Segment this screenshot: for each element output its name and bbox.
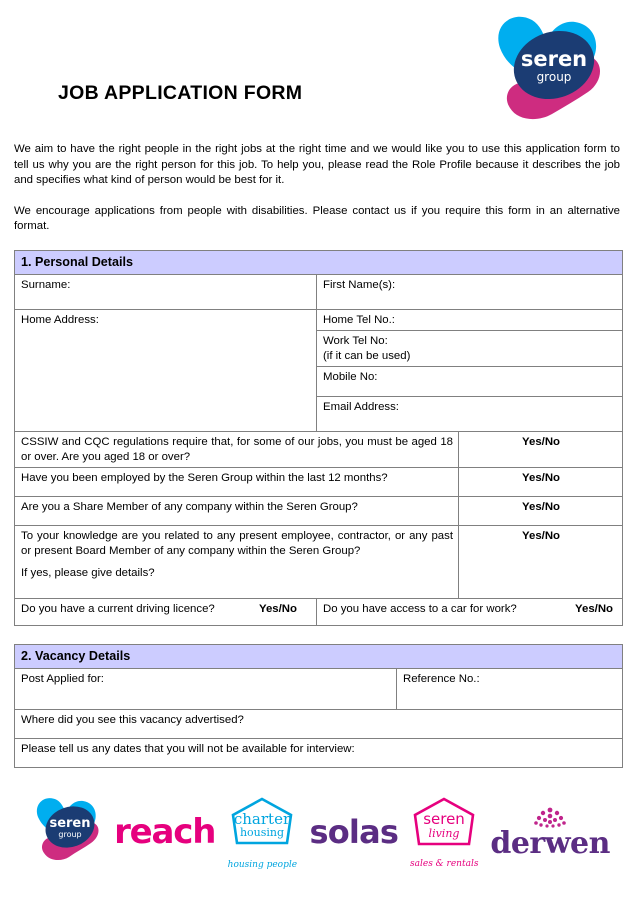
derwen-logo-label: derwen <box>490 825 610 861</box>
svg-text:seren: seren <box>423 809 466 828</box>
row-post-applied <box>15 669 623 710</box>
question-related-spacer <box>21 558 453 566</box>
field-label-email[interactable]: Email Address: <box>317 397 623 432</box>
seren-group-logo <box>480 8 610 130</box>
field-label-home-address[interactable]: Home Address: <box>15 309 317 432</box>
field-label-reference-no[interactable]: Reference No.: <box>397 669 623 710</box>
page-title: JOB APPLICATION FORM <box>58 82 303 104</box>
answer-yes-no-share-member[interactable]: Yes/No <box>459 497 623 526</box>
intro-paragraph-1: We aim to have the right people in the right jobs at the right time and we would like you to use this application form to tell us why you are the right person for this job. To help you, please read the Role Profile because it describes the job and specifies what kind of person would be best for it. <box>14 143 620 187</box>
svg-text:group: group <box>536 70 572 84</box>
personal-details-table <box>14 250 623 627</box>
seren-living-tagline: sales & rentals <box>410 858 479 869</box>
footer-logo-strip <box>0 782 636 882</box>
table-row-question-related <box>15 526 623 599</box>
field-label-surname[interactable]: Surname: <box>15 274 317 309</box>
footer-charter-housing-logo <box>225 795 299 870</box>
charter-housing-tagline: housing people <box>227 859 298 870</box>
reach-logo-label: reach <box>114 812 216 852</box>
intro-paragraph-2: We encourage applications from people with disabilities. Please contact us if you require this form in an alternative format. <box>14 204 620 233</box>
answer-yes-no-employed[interactable]: Yes/No <box>459 468 623 497</box>
question-text-age: CSSIW and CQC regulations require that, for some of our jobs, you must be aged 18 or over. Are you aged 18 or over? <box>15 432 459 468</box>
table-row-driving <box>15 599 623 626</box>
seren-living-logo-graphic <box>408 796 480 854</box>
svg-text:housing: housing <box>240 825 285 839</box>
question-car-access-text: Do you have access to a car for work? <box>323 603 517 616</box>
answer-yes-no-car-access[interactable]: Yes/No <box>575 603 614 616</box>
section-heading-personal-details: 1. Personal Details <box>15 250 623 274</box>
document-header <box>14 0 622 130</box>
row-names <box>15 274 623 309</box>
section-divider <box>14 626 622 644</box>
field-label-first-names[interactable]: First Name(s): <box>317 274 623 309</box>
footer-reach-logo <box>114 812 215 852</box>
question-driving-licence <box>15 599 317 626</box>
field-label-work-tel[interactable] <box>317 331 623 367</box>
section-header-vacancy-details <box>15 645 623 669</box>
footer-derwen-logo <box>490 804 610 861</box>
section-heading-vacancy-details: 2. Vacancy Details <box>15 645 623 669</box>
row-address-home-tel <box>15 309 623 331</box>
seren-group-logo-graphic <box>26 793 104 867</box>
work-tel-note: (if it can be used) <box>323 349 411 362</box>
charter-housing-logo-graphic <box>225 795 299 855</box>
field-label-unavailable-dates[interactable]: Please tell us any dates that you will not be available for interview: <box>15 739 623 768</box>
svg-text:seren: seren <box>520 47 588 71</box>
svg-text:group: group <box>58 829 82 839</box>
question-text-employed: Have you been employed by the Seren Group within the last 12 months? <box>15 468 459 497</box>
question-text-related <box>15 526 459 599</box>
table-row-question-age <box>15 432 623 468</box>
question-related-main: To your knowledge are you related to any present employee, contractor, or any past or present Board Member of any company within the Seren Group? <box>21 530 453 557</box>
seren-group-logo-graphic <box>480 8 610 130</box>
footer-seren-living-logo <box>408 796 480 869</box>
table-row-question-share-member <box>15 497 623 526</box>
row-advertised <box>15 710 623 739</box>
row-unavailable-dates <box>15 739 623 768</box>
question-car-access <box>317 599 623 626</box>
footer-solas-logo <box>309 813 398 851</box>
footer-seren-group-logo <box>26 793 104 872</box>
field-label-home-tel[interactable]: Home Tel No.: <box>317 309 623 331</box>
svg-text:charter: charter <box>234 809 291 828</box>
field-label-advertised[interactable]: Where did you see this vacancy advertised? <box>15 710 623 739</box>
section-header-personal-details <box>15 250 623 274</box>
answer-yes-no-age[interactable]: Yes/No <box>459 432 623 468</box>
intro-text <box>14 142 622 235</box>
svg-text:seren: seren <box>49 815 91 831</box>
question-driving-licence-text: Do you have a current driving licence? <box>21 603 215 616</box>
svg-text:living: living <box>428 826 460 840</box>
solas-logo-label: solas <box>309 813 399 851</box>
field-label-post-applied-for[interactable]: Post Applied for: <box>15 669 397 710</box>
work-tel-label-line: Work Tel No: <box>323 335 388 348</box>
field-label-mobile[interactable]: Mobile No: <box>317 367 623 397</box>
answer-yes-no-driving-licence[interactable]: Yes/No <box>259 603 297 616</box>
table-row-question-employed <box>15 468 623 497</box>
vacancy-details-table <box>14 644 623 768</box>
question-text-share-member: Are you a Share Member of any company within the Seren Group? <box>15 497 459 526</box>
answer-yes-no-related[interactable]: Yes/No <box>459 526 623 599</box>
question-related-followup[interactable]: If yes, please give details? <box>21 567 155 580</box>
